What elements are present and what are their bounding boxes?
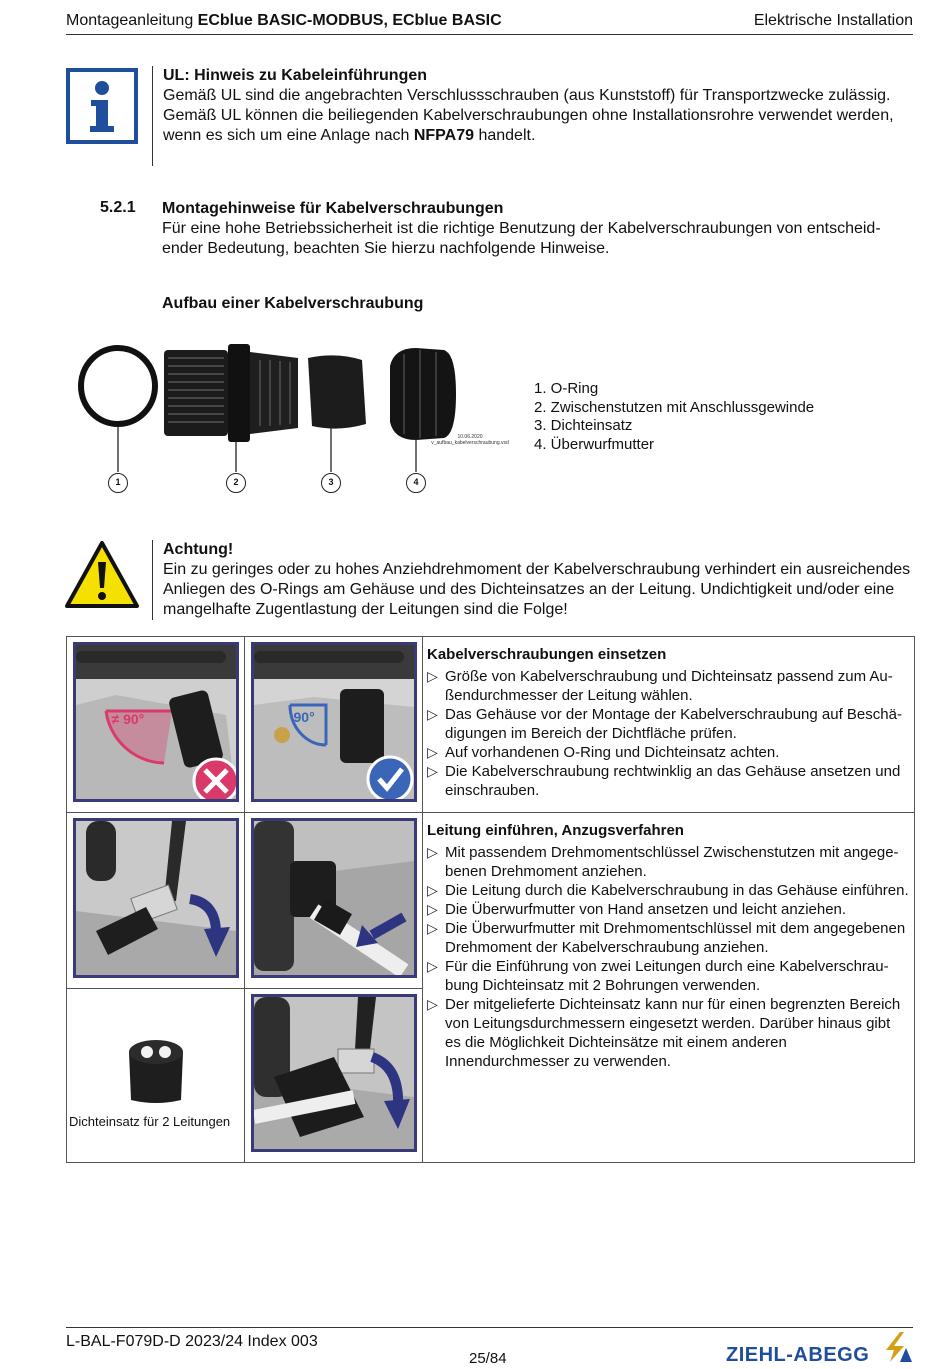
table-row [67,813,915,989]
list-item: ▷ Das Gehäuse vor der Montage der Kabelverschraubung auf Beschä-digungen im Bereich der Dichtfläche prüfen. [427,706,902,742]
legend-item: 1. O-Ring [534,380,599,397]
two-hole-insert-image [125,1034,187,1106]
section-number: 5.2.1 [100,199,136,216]
list-item: ▷ Für die Einführung von zwei Leitungen durch eine Kabelverschrau-bung Dichteinsatz mit 2 Bohrungen verwenden. [427,958,889,994]
list-item: ▷ Die Überwurfmutter mit Drehmomentschlüssel mit dem angegebenen Drehmoment der Kabelverschraubung anziehen. [427,920,906,956]
wrong-angle-label: ≠ 90° [111,711,145,727]
legend-item: 4. Überwurfmutter [534,435,655,453]
photo-right-angle [251,642,417,802]
brand-emblem-icon [884,1330,914,1364]
header-rule [66,34,913,35]
list-item: ▷ Die Leitung durch die Kabelverschraubung in das Gehäuse einführen. [427,882,909,899]
insert-caption: Dichteinsatz für 2 Leitungen [69,1114,231,1129]
table-row [67,637,915,813]
callout-4: 4 [406,473,426,493]
photo-cable-insert [251,818,417,978]
warning-note [152,540,923,620]
doc-id: L-BAL-F079D-D 2023/24 Index 003 [66,1333,318,1350]
figure-subheading: Aufbau einer Kabelverschraubung [162,295,424,312]
callout-1: 1 [108,473,128,493]
photo-cell-final [245,989,423,1163]
ul-note-line2: Gemäß UL können die beiliegenden Kabelverschraubungen ohne Installationsrohre verwendet werden, wenn es sich um eine Anlage nach NFPA79 handelt. [163,107,894,144]
list-item: ▷ Der mitgelieferte Dichteinsatz kann nur für einen begrenzten Bereich von Leitungsdurchmessern eingesetzt werden. Darüber hinaus gibt es die Möglichkeit Dichteinsätze mit einem anderen Innendurchmesser zu verwenden. [427,996,901,1070]
section-title: Montagehinweise für Kabelverschraubungen [162,200,504,217]
text-cell-cable [423,813,915,1163]
legend-item: 2. Zwischenstutzen mit Anschlussgewinde [534,398,815,416]
list-item: ▷ Mit passendem Drehmomentschlüssel Zwischenstutzen mit angege-benen Drehmoment anziehen. [427,844,899,880]
insert-cell [67,989,245,1163]
ul-note [152,66,923,166]
warning-text: Ein zu geringes oder zu hohes Anziehdrehmoment der Kabelverschraubung verhindert ein ausreichendes Anliegen des O-Rings am Gehäuse und des Dichteinsatzes an der Leitung. Undichtigkeit und/oder eine mangelhafte Zugentlastung der Leitungen sind die Folge! [163,561,911,618]
section-text: Für eine hohe Betriebssicherheit ist die richtige Benutzung der Kabelverschraubungen von entscheid-ender Bedeutung, beachten Sie hierzu nachfolgende Hinweise. [162,220,881,257]
instruction-table [66,636,915,1163]
list-item: ▷ Die Kabelverschraubung rechtwinklig an das Gehäuse ansetzen und einschrauben. [427,763,901,799]
figure-legend [534,380,814,454]
photo-wrench-tighten [73,818,239,978]
callout-3: 3 [321,473,341,493]
legend-item: 3. Dichteinsatz [534,417,633,434]
warning-title: Achtung! [163,541,234,558]
list-item: ▷ Größe von Kabelverschraubung und Dichteinsatz passend zum Au-ßendurchmesser der Leitung wählen. [427,668,893,704]
warning-icon [64,540,140,610]
ul-note-line1: Gemäß UL sind die angebrachten Verschlussschrauben (aus Kunststoff) für Transportzwecke zulässig. [163,87,891,104]
right-angle-label: 90° [293,709,315,725]
list-item: ▷ Auf vorhandenen O-Ring und Dichteinsatz achten. [427,744,780,761]
photo-cell-cable [245,813,423,989]
cable-gland-figure [76,336,516,500]
photo-cell-wrong [67,637,245,813]
page-number: 25/84 [469,1350,507,1367]
row2-title: Leitung einführen, Anzugsverfahren [427,822,684,839]
footer-rule [66,1327,913,1328]
header-section: Elektrische Installation [753,12,913,29]
photo-wrong-angle [73,642,239,802]
drawing-stamp: 10.06.2020 v_aufbau_kabelverschraubung.vsd [431,434,509,446]
photo-cell-right [245,637,423,813]
text-cell-insert [423,637,915,813]
ul-note-title: UL: Hinweis zu Kabeleinführungen [163,67,428,84]
row1-title: Kabelverschraubungen einsetzen [427,646,667,663]
photo-cell-wrench [67,813,245,989]
header-title: Montageanleitung ECblue BASIC-MODBUS, ECblue BASIC [66,12,502,29]
list-item: ▷ Die Überwurfmutter von Hand ansetzen und leicht anziehen. [427,901,847,918]
info-icon [66,68,138,144]
brand-logo: ZIEHL-ABEGG [726,1344,870,1366]
photo-final-tighten [251,994,417,1152]
callout-2: 2 [226,473,246,493]
